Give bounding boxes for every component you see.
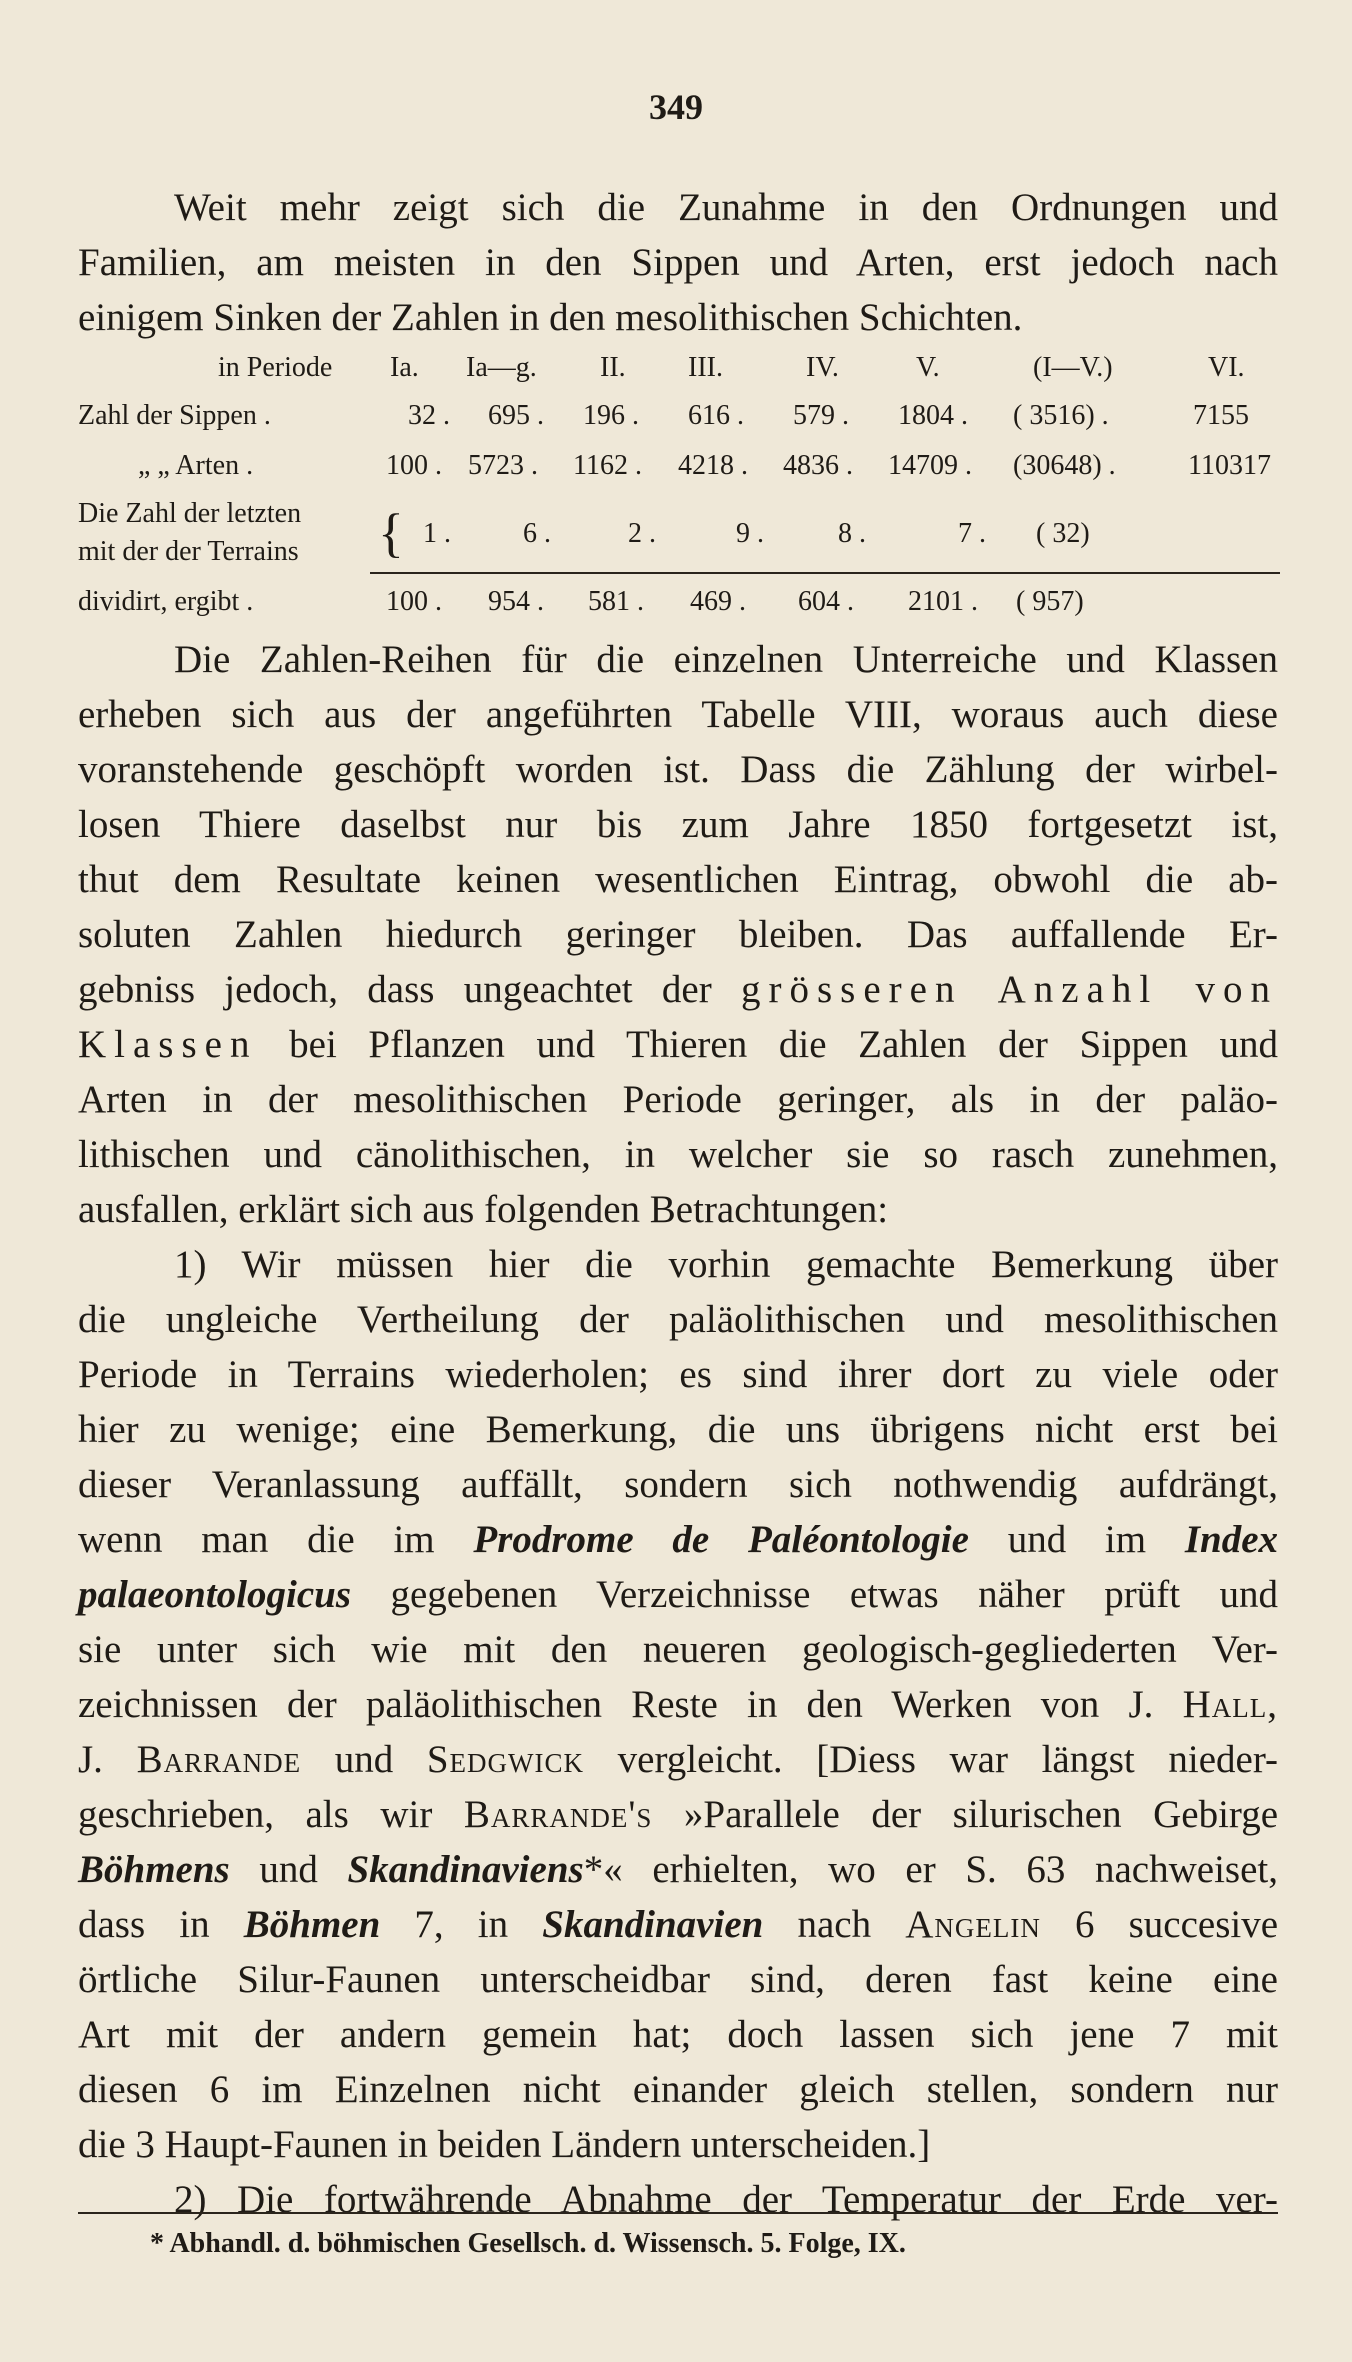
table-sum-rule (370, 572, 1280, 574)
text-line: lithischen und cänolithischen, in welcher sie so rasch zunehmen, (78, 1133, 1278, 1176)
text-line (78, 1017, 1278, 1072)
text-run: nach (797, 1903, 872, 1946)
table-header-row (78, 350, 1278, 400)
column-header: Ia—g. (466, 352, 537, 383)
table-cell: 4836 . (783, 450, 853, 481)
text-run: dass in (78, 1903, 210, 1946)
text-run: »Parallele der silurischen Gebirge (683, 1793, 1279, 1836)
text-line: 2) Die fortwährende Abnahme der Temperatur der Erde ver- (174, 2178, 1278, 2221)
table-cell: 9 . (736, 518, 764, 549)
book-title: Index (1184, 1518, 1279, 1561)
row-label: mit der der Terrains (78, 536, 299, 567)
row-label: Die Zahl der letzten (78, 498, 302, 529)
table-cell: 954 . (488, 586, 544, 617)
text-run: vergleicht. [Diess war längst nieder- (617, 1738, 1279, 1781)
text-run: *« erhielten, wo er S. 63 nachweiset, (583, 1848, 1278, 1891)
text-line (78, 1512, 1278, 1567)
body-text (78, 632, 1278, 2227)
book-title: Prodrome de Paléontologie (473, 1518, 969, 1561)
text-line: erheben sich aus der angeführten Tabelle VIII, woraus auch diese (78, 693, 1278, 736)
row-label: „ „ Arten . (138, 450, 254, 481)
spaced-text: Klassen (78, 1023, 258, 1066)
table-cell: 2101 . (908, 586, 978, 617)
text-line: Arten in der mesolithischen Periode geringer, als in der paläo- (78, 1078, 1278, 1121)
table-row (78, 500, 1278, 580)
author-name: Hall, (1182, 1683, 1279, 1726)
table-cell: 579 . (793, 400, 849, 431)
table-cell: ( 32) (1036, 518, 1090, 549)
table-cell: 100 . (386, 586, 442, 617)
text-line: hier zu wenige; eine Bemerkung, die uns übrigens nicht erst bei (78, 1408, 1278, 1451)
text-line: ausfallen, erklärt sich aus folgenden Betrachtungen: (78, 1188, 889, 1231)
place-name: Skandinaviens (347, 1848, 584, 1891)
table-cell: (30648) . (1013, 450, 1116, 481)
text-line (78, 1567, 1278, 1622)
text-line: örtliche Silur-Faunen unterscheidbar sind, deren fast keine eine (78, 1958, 1278, 2001)
intro-paragraph (78, 180, 1278, 345)
text-line (78, 1787, 1278, 1842)
text-line: voranstehende geschöpft worden ist. Dass die Zählung der wirbel- (78, 748, 1278, 791)
table-cell: 14709 . (888, 450, 972, 481)
text-run: geschrieben, als wir (78, 1793, 433, 1836)
text-run: und (334, 1738, 394, 1781)
table-cell: 469 . (690, 586, 746, 617)
text-line: Art mit der andern gemein hat; doch lassen sich jene 7 mit (78, 2013, 1278, 2056)
text-line: einigem Sinken der Zahlen in den mesolithischen Schichten. (78, 296, 1023, 339)
text-line: sie unter sich wie mit den neueren geologisch-gegliederten Ver- (78, 1628, 1278, 1671)
table-cell: 4218 . (678, 450, 748, 481)
table-cell: 7 . (958, 518, 986, 549)
text-line (78, 1842, 1278, 1897)
text-run: gebniss jedoch, dass ungeachtet der (78, 968, 712, 1011)
table-cell: 8 . (838, 518, 866, 549)
text-run: bei Pflanzen und Thieren die Zahlen der Sippen und (289, 1023, 1278, 1066)
column-header: Ia. (390, 352, 419, 383)
table-cell: 32 . (408, 400, 450, 431)
text-line: Familien, am meisten in den Sippen und Arten, erst jedoch nach (78, 241, 1278, 284)
text-line: losen Thiere daselbst nur bis zum Jahre 1850 fortgesetzt ist, (78, 803, 1278, 846)
column-header: III. (688, 352, 723, 383)
column-header: (I—V.) (1033, 352, 1113, 383)
table-cell: 196 . (583, 400, 639, 431)
text-line (78, 1677, 1278, 1732)
table-cell: 2 . (628, 518, 656, 549)
text-run: zeichnissen der paläolithischen Reste in den Werken von J. (78, 1683, 1154, 1726)
text-run: gegebenen Verzeichnisse etwas näher prüft und (390, 1573, 1278, 1616)
text-line: die ungleiche Vertheilung der paläolithischen und mesolithischen (78, 1298, 1278, 1341)
place-name: Böhmen (243, 1903, 381, 1946)
text-line: diesen 6 im Einzelnen nicht einander gleich stellen, sondern nur (78, 2068, 1278, 2111)
text-run: 7, in (414, 1903, 509, 1946)
table-cell: 6 . (523, 518, 551, 549)
author-name: Sedgwick (426, 1738, 585, 1781)
author-name: Barrande's (463, 1793, 653, 1836)
text-line (78, 962, 1278, 1017)
text-line: Die Zahlen-Reihen für die einzelnen Unterreiche und Klassen (174, 638, 1278, 681)
table-cell: 581 . (588, 586, 644, 617)
table-cell: 110317 (1188, 450, 1271, 481)
table-row (78, 450, 1278, 500)
column-header: II. (600, 352, 626, 383)
column-header: VI. (1208, 352, 1245, 383)
text-line: thut dem Resultate keinen wesentlichen Eintrag, obwohl die ab- (78, 858, 1278, 901)
table-cell: ( 3516) . (1013, 400, 1109, 431)
table-row (78, 400, 1278, 450)
footnote: * Abhandl. d. böhmischen Gesellsch. d. Wissensch. 5. Folge, IX. (150, 2228, 906, 2259)
row-label: dividirt, ergibt . (78, 586, 254, 617)
place-name: Skandinavien (542, 1903, 764, 1946)
text-run: 6 succesive (1074, 1903, 1279, 1946)
table-cell: 1 . (423, 518, 451, 549)
page-number: 349 (649, 87, 703, 127)
table-cell: 5723 . (468, 450, 538, 481)
text-run: und (259, 1848, 318, 1891)
table-cell: ( 957) (1016, 586, 1084, 617)
row-label: Zahl der Sippen . (78, 400, 271, 431)
author-name: Barrande (136, 1738, 302, 1781)
text-line: Periode in Terrains wiederholen; es sind ihrer dort zu viele oder (78, 1353, 1278, 1396)
text-line: 1) Wir müssen hier die vorhin gemachte Bemerkung über (174, 1243, 1278, 1286)
table-cell: 616 . (688, 400, 744, 431)
table-cell: 7155 (1193, 400, 1249, 431)
table-cell: 695 . (488, 400, 544, 431)
text-line (78, 1897, 1278, 1952)
author-name: Angelin (905, 1903, 1041, 1946)
text-line: soluten Zahlen hiedurch geringer bleiben. Das auffallende Er- (78, 913, 1278, 956)
table-cell: 1804 . (898, 400, 968, 431)
brace-glyph: { (378, 503, 404, 563)
table-cell: 1162 . (573, 450, 642, 481)
text-run: J. (78, 1738, 103, 1781)
text-line: die 3 Haupt-Faunen in beiden Ländern unterscheiden.] (78, 2123, 931, 2166)
column-header: IV. (806, 352, 839, 383)
spaced-text: grösseren Anzahl von (741, 968, 1279, 1011)
table-row (78, 586, 1278, 636)
book-title: palaeontologicus (78, 1573, 352, 1616)
footnote-rule (78, 2212, 1278, 2214)
column-header: V. (916, 352, 940, 383)
table-cell: 604 . (798, 586, 854, 617)
place-name: Böhmens (78, 1848, 230, 1891)
text-line (78, 1732, 1278, 1787)
text-run: und im (1007, 1518, 1147, 1561)
statistics-table (78, 350, 1278, 636)
text-line: dieser Veranlassung auffällt, sondern sich nothwendig aufdrängt, (78, 1463, 1278, 1506)
text-run: wenn man die im (78, 1518, 435, 1561)
table-cell: 100 . (386, 450, 442, 481)
text-line: Weit mehr zeigt sich die Zunahme in den Ordnungen und (174, 186, 1278, 229)
table-header-label: in Periode (218, 352, 333, 383)
